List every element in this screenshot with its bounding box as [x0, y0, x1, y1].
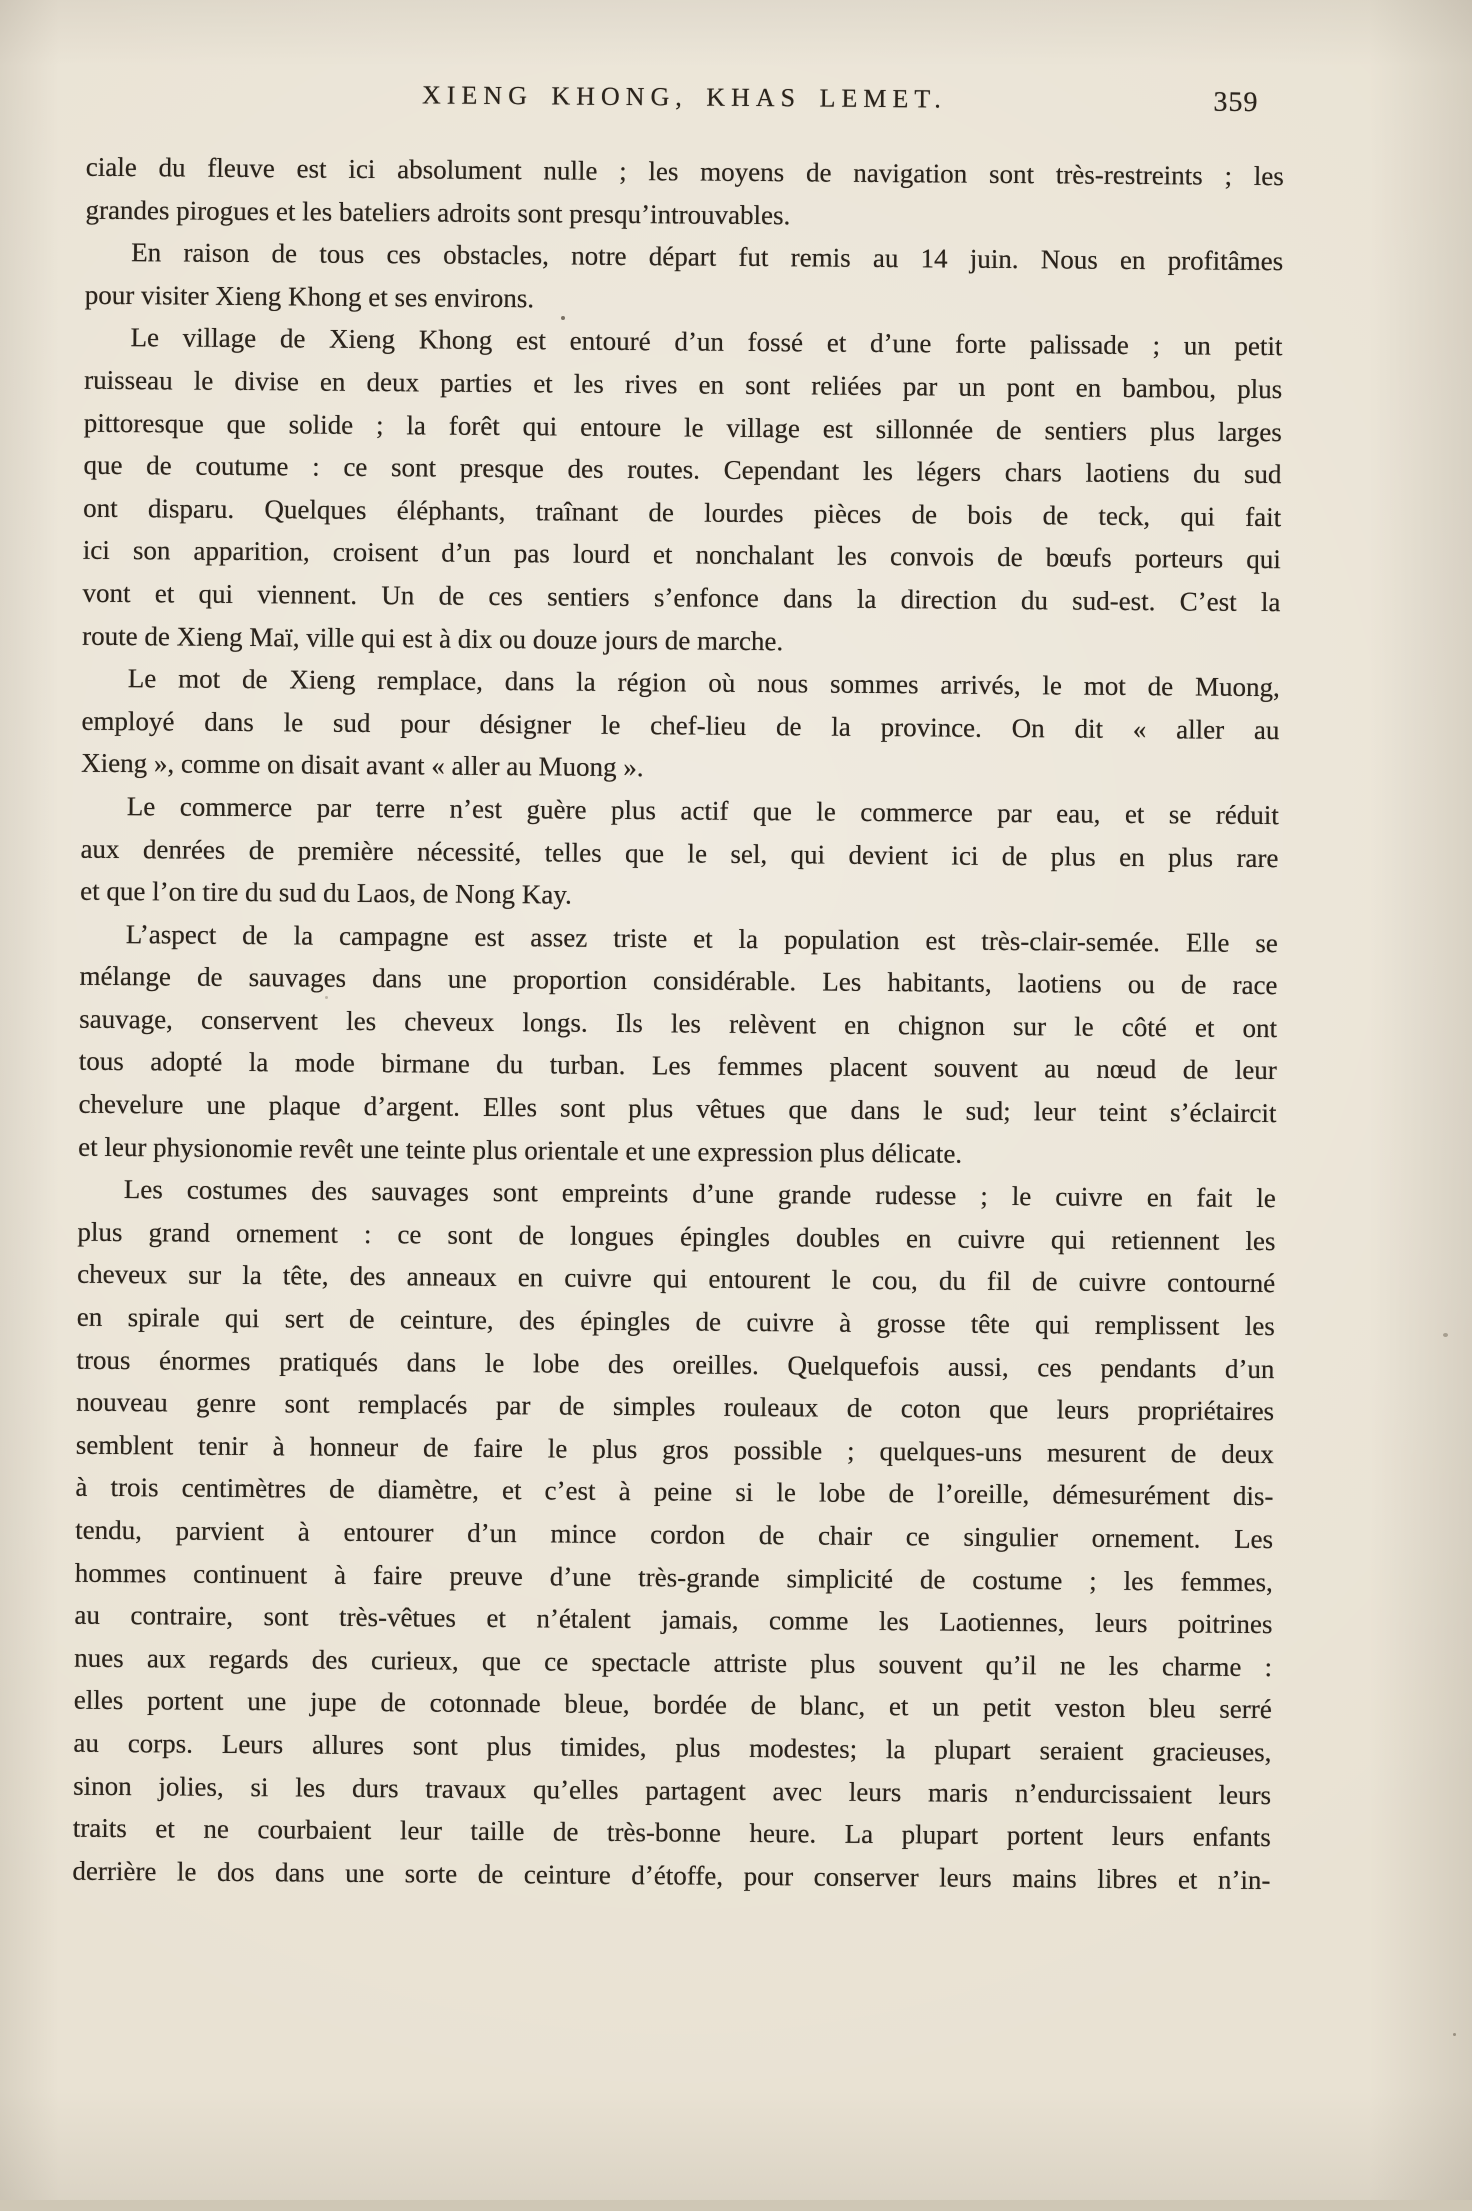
text-line: traits et ne courbaient leur taille de très-bonne heure. La plupart portent leurs enfants — [72, 1812, 1271, 1853]
text-line: au contraire, sont très-vêtues et n’étalent jamais, comme les Laotiennes, leurs poitrines — [74, 1599, 1273, 1640]
paragraph — [78, 912, 1278, 1177]
text-line: Les costumes des sauvages sont empreints d’une grande rudesse ; le cuivre en fait le — [123, 1174, 1276, 1214]
paragraph — [72, 1168, 1276, 1901]
text-line: et leur physionomie revêt une teinte plus orientale et une expression plus délicate. — [78, 1131, 963, 1169]
text-line: ciale du fleuve est ici absolument nulle ; les moyens de navigation sont très-restreints ; les — [85, 151, 1284, 192]
page-header — [86, 78, 1282, 127]
paragraph — [80, 785, 1279, 922]
paragraph — [85, 231, 1284, 326]
text-line: nouveau genre sont remplacés par de simples rouleaux de coton que leurs propriétaires — [76, 1386, 1275, 1427]
text-line: Le mot de Xieng remplace, dans la région où nous sommes arrivés, le mot de Muong, — [127, 663, 1280, 703]
text-line: pour visiter Xieng Khong et ses environs. — [84, 279, 535, 314]
text-line: cheveux sur la tête, des anneaux en cuivre qui entourent le cou, du fil de cuivre contourné — [77, 1259, 1276, 1299]
text-line: route de Xieng Maï, ville qui est à dix ou douze jours de marche. — [82, 620, 784, 656]
text-line: au corps. Leurs allures sont plus timides, plus modestes; la plupart seraient gracieuses, — [73, 1727, 1272, 1768]
text-line: Le village de Xieng Khong est entouré d’un fossé et d’une forte palissade ; un petit — [130, 322, 1283, 362]
text-line: ici son apparition, croisent d’un pas lourd et nonchalant les convois de bœufs porteurs qui — [82, 535, 1281, 575]
text-line: grandes pirogues et les bateliers adroits sont presqu’introuvables. — [85, 194, 791, 230]
paper-speck — [1443, 1333, 1448, 1337]
text-line: plus grand ornement : ce sont de longues épingles doubles en cuivre qui retiennent les — [77, 1216, 1276, 1256]
text-line: et que l’on tire du sud du Laos, de Nong Kay. — [80, 875, 572, 910]
text-line: aux denrées de première nécessité, telles que le sel, qui devient ici de plus en plus rare — [80, 833, 1279, 873]
text-line: Xieng », comme on disait avant « aller au Muong ». — [81, 748, 644, 783]
text-line: trous énormes pratiqués dans le lobe des oreilles. Quelquefois aussi, ces pendants d’un — [76, 1344, 1275, 1384]
paper-speck — [561, 316, 565, 320]
text-line: à trois centimètres de diamètre, et c’est à peine si le lobe de l’oreille, démesurément dis- — [75, 1472, 1274, 1512]
text-line: semblent tenir à honneur de faire le plus gros possible ; quelques-uns mesurent de deux — [75, 1429, 1274, 1469]
text-line: hommes continuent à faire preuve d’une très-grande simplicité de costume ; les femmes, — [74, 1557, 1273, 1597]
running-title: XIENG KHONG, KHAS LEMET. — [421, 80, 947, 114]
text-line: L’aspect de la campagne est assez triste et la population est très-clair-semée. Elle se — [125, 918, 1278, 958]
text-line: derrière le dos dans une sorte de ceinture d’étoffe, pour conserver leurs mains libres et n’in- — [72, 1855, 1271, 1895]
paragraph — [85, 146, 1284, 241]
page-number: 359 — [1213, 86, 1259, 118]
text-line: ruisseau le divise en deux parties et les rives en sont reliées par un pont en bambou, plus — [84, 364, 1283, 405]
text-line: tous adopté la mode birmane du turban. Les femmes placent souvent au nœud de leur — [78, 1046, 1277, 1086]
paragraph — [81, 657, 1280, 794]
text-line: elles portent une jupe de cotonnade bleue, bordée de blanc, et un petit veston bleu serré — [73, 1685, 1272, 1725]
text-line: ont disparu. Quelques éléphants, traînant de lourdes pièces de bois de teck, qui fait — [83, 492, 1282, 532]
text-line: sauvage, conservent les cheveux longs. Ils les relèvent en chignon sur le côté et ont — [79, 1003, 1278, 1043]
text-line: employé dans le sud pour désigner le chef-lieu de la province. On dit « aller au — [81, 705, 1280, 745]
text-line: sinon jolies, si les durs travaux qu’elles partagent avec leurs maris n’endurcissaient leurs — [73, 1770, 1272, 1810]
text-line: chevelure une plaque d’argent. Elles sont plus vêtues que dans le sud; leur teint s’éclaircit — [78, 1088, 1277, 1129]
paper-speck — [325, 996, 328, 999]
text-line: que de coutume : ce sont presque des routes. Cependant les légers chars laotiens du sud — [83, 449, 1282, 490]
page-text — [72, 146, 1284, 1902]
paper-speck — [1453, 2033, 1456, 2036]
paragraph — [82, 316, 1283, 666]
text-line: En raison de tous ces obstacles, notre départ fut remis au 14 juin. Nous en profitâmes — [131, 237, 1284, 277]
text-line: tendu, parvient à entourer d’un mince cordon de chair ce singulier ornement. Les — [75, 1514, 1274, 1555]
text-line: en spirale qui sert de ceinture, des épingles de cuivre à grosse tête qui remplissent les — [76, 1301, 1275, 1342]
text-line: Le commerce par terre n’est guère plus actif que le commerce par eau, et se réduit — [126, 790, 1279, 831]
text-line: nues aux regards des curieux, que ce spectacle attriste plus souvent qu’il ne les charme : — [74, 1642, 1273, 1682]
text-line: pittoresque que solide ; la forêt qui entoure le village est sillonnée de sentiers plus larges — [83, 407, 1282, 447]
text-line: vont et qui viennent. Un de ces sentiers s’enfonce dans la direction du sud-est. C’est la — [82, 577, 1281, 618]
text-line: mélange de sauvages dans une proportion considérable. Les habitants, laotiens ou de race — [79, 960, 1278, 1001]
